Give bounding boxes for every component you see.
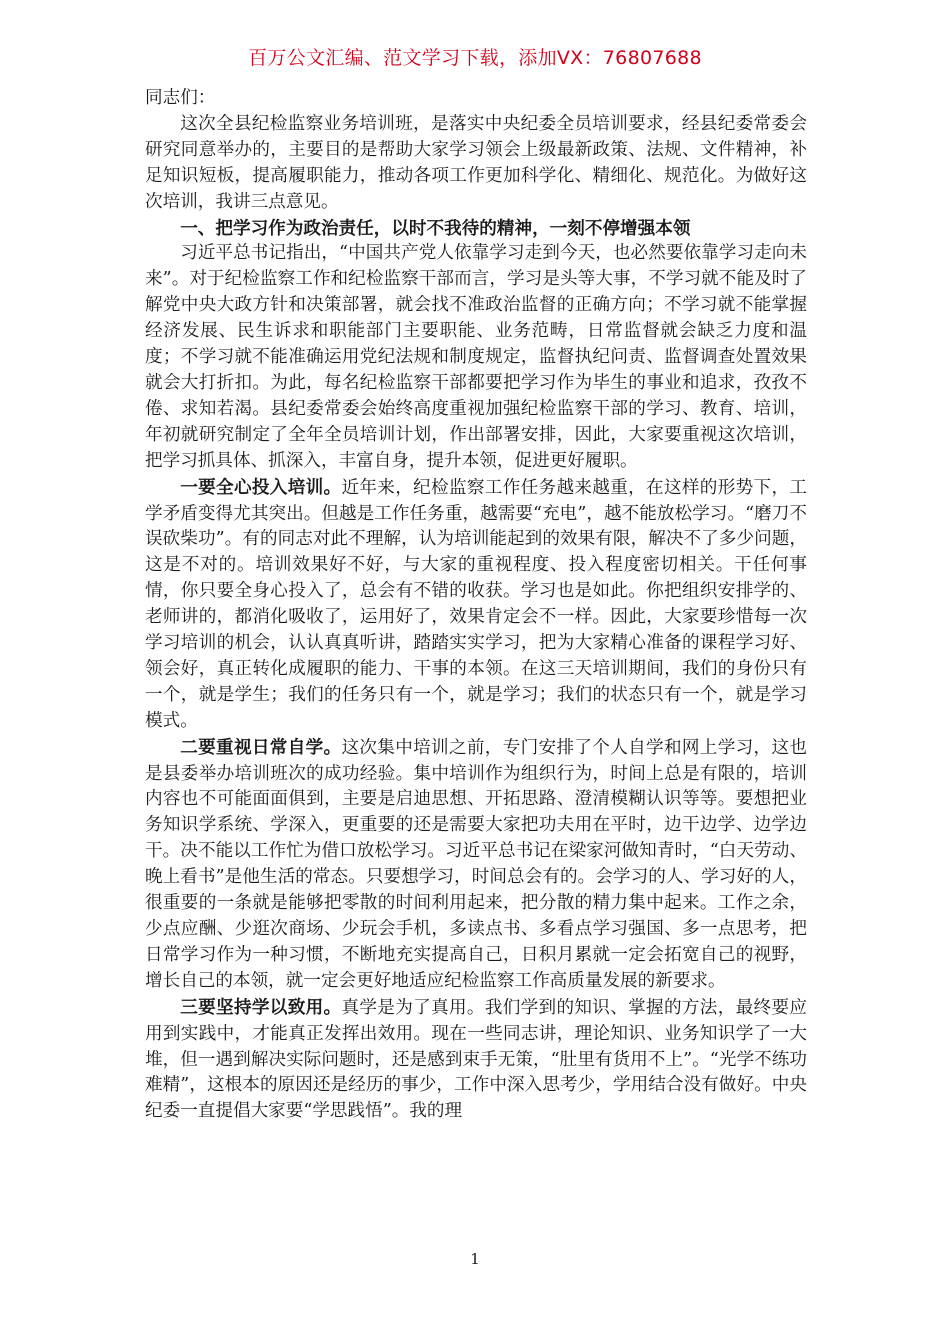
document-body [145,86,807,1125]
point-1-paragraph [145,475,807,735]
point-2-title: 二要重视日常自学。 [180,736,342,758]
page-number: 1 [470,1250,480,1268]
point-2-paragraph [145,735,807,995]
section-1-paragraph: 习近平总书记指出，“中国共产党人依靠学习走到今天，也必然要依靠学习走向未来”。对于纪检监察工作和纪检监察干部而言，学习是头等大事，不学习就不能及时了解党中央大政方针和决策部署，就会找不准政治监督的正确方向；不学习就不能掌握经济发展、民生诉求和职能部门主要职能、业务范畴，日常监督就会缺乏力度和温度；不学习就不能准确运用党纪法规和制度规定，监督执纪问责、监督调查处置效果就会大打折扣。为此，每名纪检监察干部都要把学习作为毕生的事业和追求，孜孜不倦、求知若渴。县纪委常委会始终高度重视加强纪检监察干部的学习、教育、培训，年初就研究制定了全年全员培训计划，作出部署安排，因此，大家要重视这次培训，把学习抓具体、抓深入，丰富自身，提升本领，促进更好履职。 [145,243,807,471]
point-1-body: 近年来，纪检监察工作任务越来越重，在这样的形势下，工学矛盾变得尤其突出。但越是工作任务重，越需要“充电”，越不能放松学习。“磨刀不误砍柴功”。有的同志对此不理解，认为培训能起到的效果有限，解决不了多少问题，这是不对的。培训效果好不好，与大家的重视程度、投入程度密切相关。干任何事情，你只要全身心投入了，总会有不错的收获。学习也是如此。你把组织安排学的、老师讲的，都消化吸收了，运用好了，效果肯定会不一样。因此，大家要珍惜每一次学习培训的机会，认认真真听讲，踏踏实实学习，把为大家精心准备的课程学习好、领会好，真正转化成履职的能力、干事的本领。在这三天培训期间，我们的身份只有一个，就是学生；我们的任务只有一个，就是学习；我们的状态只有一个，就是学习模式。 [145,477,807,731]
point-3-body: 真学是为了真用。我们学到的知识、掌握的方法，最终要应用到实践中，才能真正发挥出效用。现在一些同志讲，理论知识、业务知识学了一大堆，但一遇到解决实际问题时，还是感到束手无策，“肚里有货用不上”。“光学不练功难精”，这根本的原因还是经历的事少，工作中深入思考少，学用结合没有做好。中央纪委一直提倡大家要“学思践悟”。我的理 [145,997,807,1122]
point-3-paragraph [145,995,807,1126]
download-banner: 百万公文汇编、范文学习下载，添加VX：76807688 [248,47,702,69]
point-2-body: 这次集中培训之前，专门安排了个人自学和网上学习，这也是县委举办培训班次的成功经验。集中培训作为组织行为，时间上总是有限的，培训内容也不可能面面俱到，主要是启迪思想、开拓思路、澄清模糊认识等等。要想把业务知识学系统、学深入，更重要的还是需要大家把功夫用在平时，边干边学、边学边干。决不能以工作忙为借口放松学习。习近平总书记在梁家河做知青时，“白天劳动、晚上看书”是他生活的常态。只要想学习，时间总会有的。会学习的人、学习好的人，很重要的一条就是能够把零散的时间利用起来，把分散的精力集中起来。工作之余，少点应酬、少逛次商场、少玩会手机，多读点书、多看点学习强国、多一点思考，把日常学习作为一种习惯，不断地充实提高自己，日积月累就一定会拓宽自己的视野，增长自己的本领，就一定会更好地适应纪检监察工作高质量发展的新要求。 [145,737,807,991]
point-3-title: 三要坚持学以致用。 [180,996,342,1018]
point-1-title: 一要全心投入培训。 [180,476,342,498]
section-heading-1: 一、把学习作为政治责任，以时不我待的精神，一刻不停增强本领 [180,217,691,239]
salutation: 同志们： [145,88,216,108]
intro-paragraph: 这次全县纪检监察业务培训班，是落实中央纪委全员培训要求，经县纪委常委会研究同意举办的，主要目的是帮助大家学习领会上级最新政策、法规、文件精神，补足知识短板，提高履职能力，推动各项工作更加科学化、精细化、规范化。为做好这次培训，我讲三点意见。 [145,113,807,212]
